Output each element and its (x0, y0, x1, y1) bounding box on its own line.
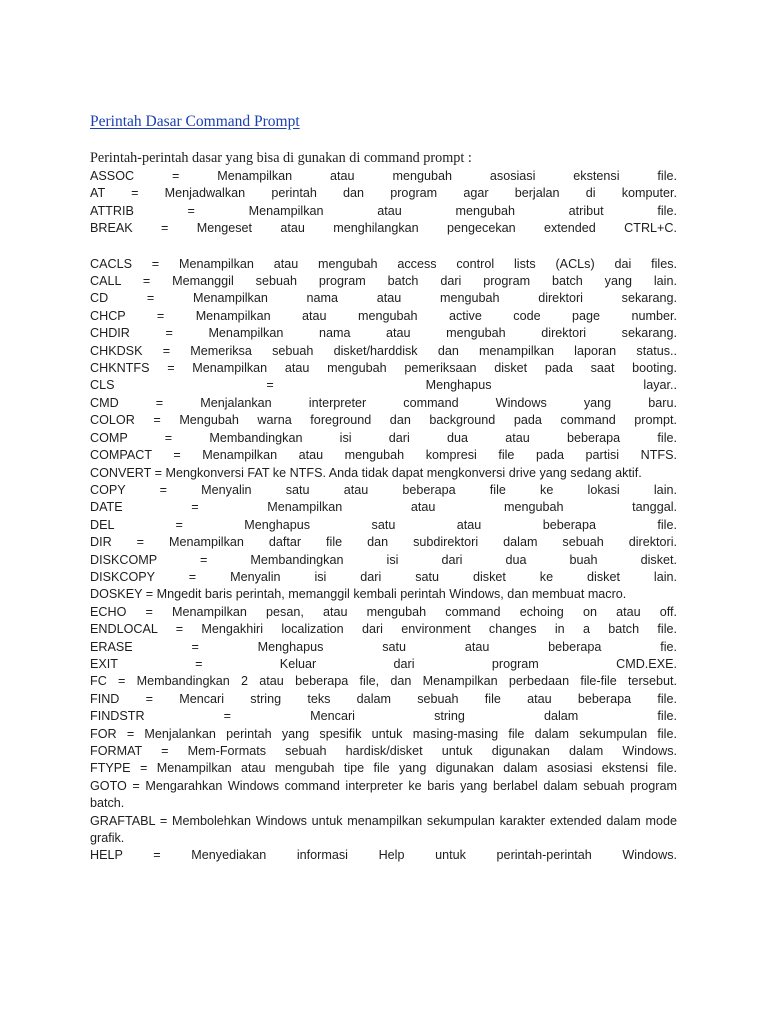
command-entry-ftype: FTYPE = Menampilkan atau mengubah tipe file yang digunakan dalam asosiasi ekstensi file. (90, 761, 677, 776)
command-entry-format: FORMAT = Mem-Formats sebuah hardisk/disket untuk digunakan dalam Windows. (90, 744, 677, 758)
document-page (90, 111, 677, 865)
command-entry-assoc: ASSOC = Menampilkan atau mengubah asosiasi ekstensi file. (90, 169, 677, 183)
command-entry-cmd: CMD = Menjalankan interpreter command Windows yang baru. (90, 395, 677, 410)
command-entry-chkdsk: CHKDSK = Memeriksa sebuah disket/harddisk dan menampilkan laporan status.. (90, 343, 677, 358)
command-entry-doskey: DOSKEY = Mngedit baris perintah, memanggil kembali perintah Windows, dan membuat macro. (90, 587, 627, 602)
document-title-link[interactable]: Perintah Dasar Command Prompt (90, 113, 300, 130)
command-entry-findstr: FINDSTR = Mencari string dalam file. (90, 709, 677, 724)
command-entry-dir: DIR = Menampilkan daftar file dan subdirektori dalam sebuah direktori. (90, 535, 677, 550)
command-entry-comp: COMP = Membandingkan isi dari dua atau beberapa file. (90, 430, 677, 445)
spacer (90, 133, 677, 149)
command-entry-del: DEL = Menghapus satu atau beberapa file. (90, 517, 677, 532)
command-entry-exit: EXIT = Keluar dari program CMD.EXE. (90, 656, 677, 671)
command-entry-diskcomp: DISKCOMP = Membandingkan isi dari dua buah disket. (90, 552, 677, 567)
command-entry-chcp: CHCP = Menampilkan atau mengubah active code page number. (90, 308, 677, 323)
command-entry-date: DATE = Menampilkan atau mengubah tanggal. (90, 500, 677, 515)
command-entry-convert: CONVERT = Mengkonversi FAT ke NTFS. Anda tidak dapat mengkonversi drive yang sedang aktif. (90, 465, 642, 480)
command-entry-find: FIND = Mencari string teks dalam sebuah file atau beberapa file. (90, 691, 677, 706)
command-entry-chkntfs: CHKNTFS = Menampilkan atau mengubah pemeriksaan disket pada saat booting. (90, 361, 677, 376)
command-entry-endlocal: ENDLOCAL = Mengakhiri localization dari environment changes in a batch file. (90, 622, 677, 637)
command-entry-cd: CD = Menampilkan nama atau mengubah direktori sekarang. (90, 291, 677, 306)
command-entry-echo: ECHO = Menampilkan pesan, atau mengubah command echoing on atau off. (90, 604, 677, 619)
command-entry-help: HELP = Menyediakan informasi Help untuk perintah-perintah Windows. (90, 848, 677, 863)
command-entry-cacls: CACLS = Menampilkan atau mengubah access control lists (ACLs) dai files. (90, 256, 677, 271)
command-entry-copy: COPY = Menyalin satu atau beberapa file ke lokasi lain. (90, 482, 677, 497)
command-entry-call: CALL = Memanggil sebuah program batch dari program batch yang lain. (90, 274, 677, 289)
command-entry-goto: GOTO = Mengarahkan Windows command interpreter ke baris yang berlabel dalam sebuah program batch. (90, 778, 677, 811)
command-entry-compact: COMPACT = Menampilkan atau mengubah kompresi file pada partisi NTFS. (90, 448, 677, 463)
command-entry-chdir: CHDIR = Menampilkan nama atau mengubah direktori sekarang. (90, 326, 677, 341)
command-entry-color: COLOR = Mengubah warna foreground dan background pada command prompt. (90, 413, 677, 428)
command-entry-fc: FC = Membandingkan 2 atau beberapa file, dan Menampilkan perbedaan file-file tersebut. (90, 674, 677, 689)
command-entry-cls: CLS = Menghapus layar.. (90, 378, 677, 393)
command-entry-diskcopy: DISKCOPY = Menyalin isi dari satu disket ke disket lain. (90, 569, 677, 584)
command-entry-for: FOR = Menjalankan perintah yang spesifik untuk masing-masing file dalam sekumpulan file. (90, 726, 677, 741)
command-entry-graftabl: GRAFTABL = Membolehkan Windows untuk menampilkan sekumpulan karakter extended dalam mode grafik. (90, 813, 677, 846)
command-entry-break: BREAK = Mengeset atau menghilangkan pengecekan extended CTRL+C. (90, 221, 677, 236)
command-entry-erase: ERASE = Menghapus satu atau beberapa fie. (90, 639, 677, 654)
command-list (90, 168, 677, 865)
command-entry-at: AT = Menjadwalkan perintah dan program agar berjalan di komputer. (90, 186, 677, 201)
command-entry-attrib: ATTRIB = Menampilkan atau mengubah atribut file. (90, 203, 677, 218)
intro-text: Perintah-perintah dasar yang bisa di gunakan di command prompt : (90, 150, 472, 166)
